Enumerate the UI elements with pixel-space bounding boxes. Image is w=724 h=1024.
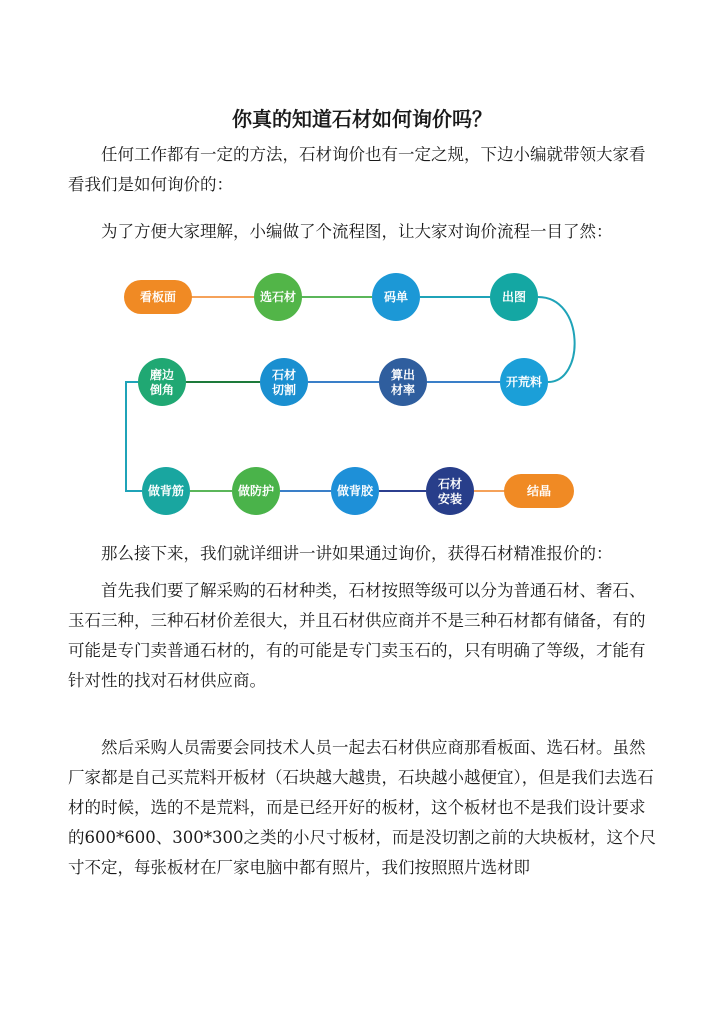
paragraph-selection-text: 然后采购人员需要会同技术人员一起去石材供应商那看板面、选石材。虽然厂家都是自己买荒料开板材（石块越大越贵，石块越小越便宜），但是我们去选石材的时候，选的不是荒料，而是已经开好的板材，这个板材也不是我们设计要求的600*600、300*300之类的小尺寸板材，而是没切割之前的大块板材，这个尺寸不定，每张板材在厂家电脑中都有照片，我们按照照片选材即 <box>68 738 656 877</box>
paragraph-intro <box>68 140 658 200</box>
node-label-8b: 倒角 <box>149 383 175 397</box>
paragraph-intro-text: 任何工作都有一定的方法，石材询价也有一定之规，下边小编就带领大家看看我们是如何询价的： <box>68 145 646 194</box>
paragraph-selection <box>68 733 658 883</box>
node-label-9: 做背筋 <box>147 484 185 498</box>
node-label-10: 做防护 <box>237 484 275 498</box>
node-label-11: 做背胶 <box>336 484 374 498</box>
connector-8-9 <box>126 382 142 491</box>
paragraph-next-text: 那么接下来，我们就详细讲一讲如果通过询价，获得石材精准报价的： <box>101 544 613 563</box>
node-label-1: 看板面 <box>139 290 177 304</box>
node-label-5: 开荒料 <box>505 375 543 389</box>
node-label-3: 码单 <box>383 290 409 304</box>
node-label-7a: 石材 <box>271 368 297 382</box>
node-circle-7 <box>260 358 308 406</box>
paragraph-grades-text: 首先我们要了解采购的石材种类，石材按照等级可以分为普通石材、奢石、玉石三种，三种石材价差很大，并且石材供应商并不是三种石材都有储备，有的可能是专门卖普通石材的，有的可能是专门卖玉石的，只有明确了等级，才能有针对性的找对石材供应商。 <box>68 581 646 690</box>
node-label-12a: 石材 <box>437 477 463 491</box>
node-circle-6 <box>379 358 427 406</box>
node-label-8a: 磨边 <box>149 368 175 382</box>
paragraph-next <box>68 539 658 569</box>
process-flowchart <box>0 255 724 535</box>
node-label-6b: 材率 <box>390 383 416 397</box>
node-label-7b: 切割 <box>271 383 297 397</box>
node-label-2: 选石材 <box>259 290 297 304</box>
node-circle-8 <box>138 358 186 406</box>
node-label-12b: 安装 <box>437 492 463 506</box>
page-title: 你真的知道石材如何询价吗？ <box>232 107 492 131</box>
node-circle-12 <box>426 467 474 515</box>
paragraph-flowchart-intro <box>68 217 658 247</box>
node-label-13: 结晶 <box>526 484 552 498</box>
node-label-4: 出图 <box>501 290 527 304</box>
node-label-6a: 算出 <box>390 368 416 382</box>
paragraph-flowchart-intro-text: 为了方便大家理解，小编做了个流程图，让大家对询价流程一目了然： <box>101 222 613 241</box>
paragraph-grades <box>68 576 658 696</box>
